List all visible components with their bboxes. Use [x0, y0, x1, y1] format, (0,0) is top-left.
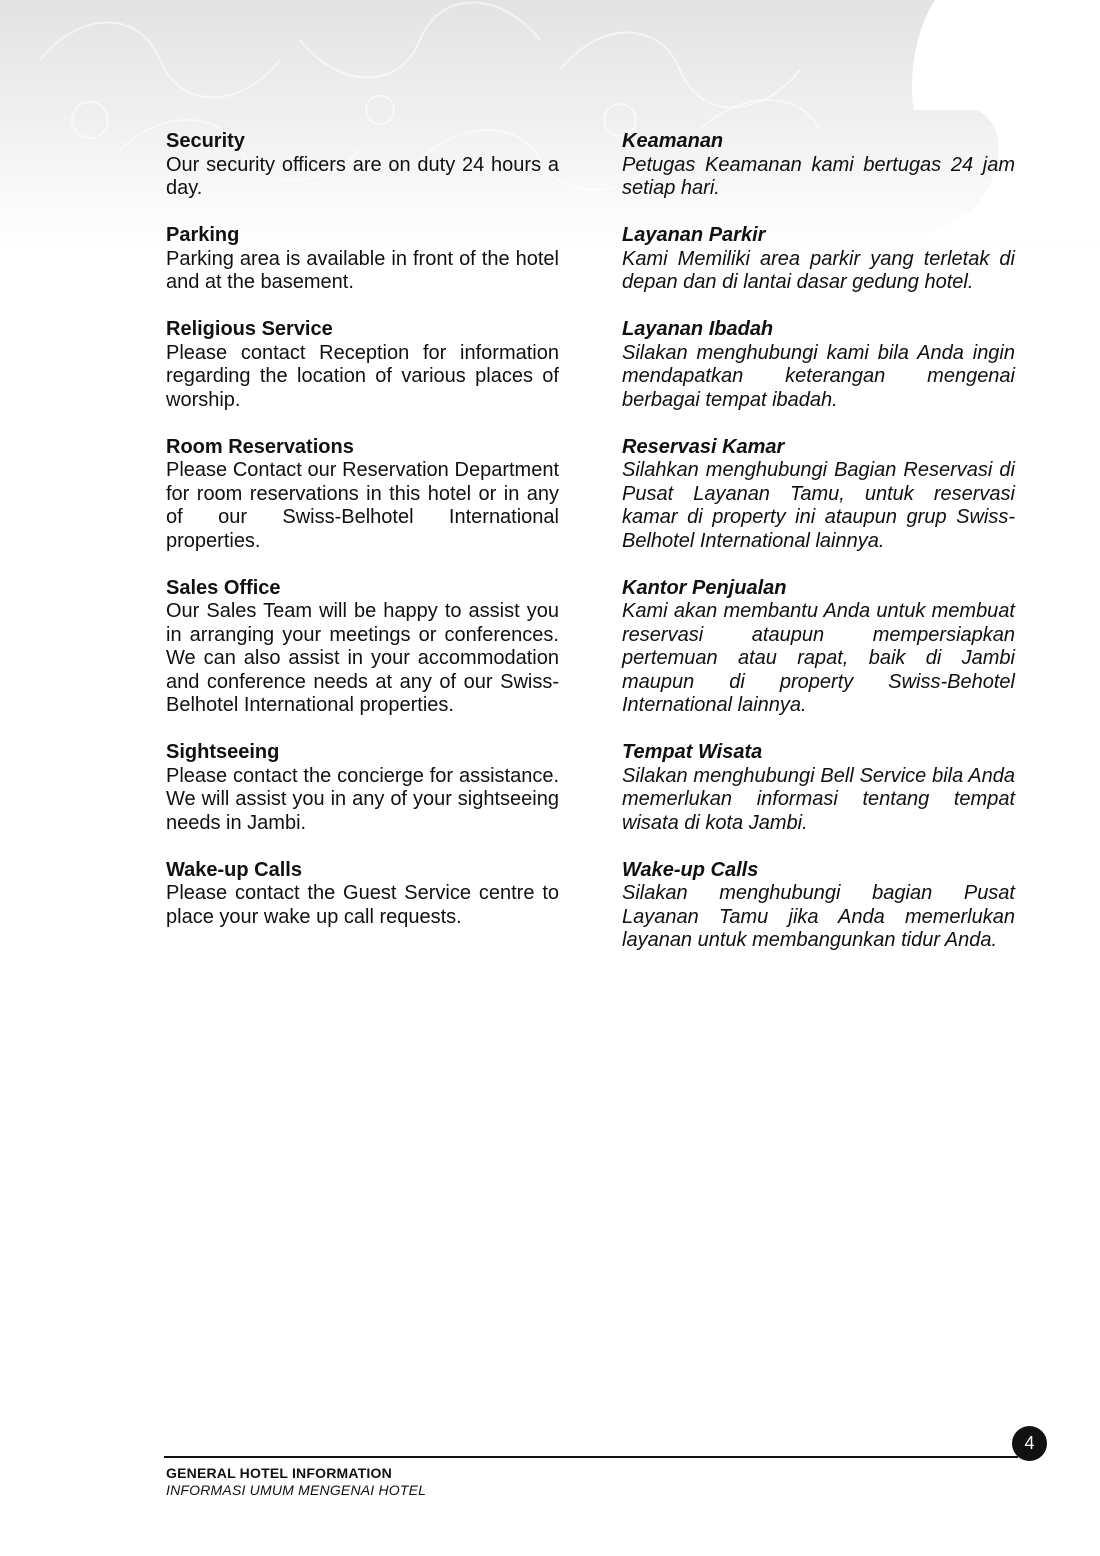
section-layanan-parkir — [622, 224, 1015, 295]
section-heading: Wake-up Calls — [166, 858, 302, 881]
section-tempat-wisata — [622, 741, 1015, 835]
section-body: Silakan menghubungi kami bila Anda ingin mendapatkan keterangan mengenai berbagai tempat ibadah. — [622, 341, 1015, 411]
page-number-badge: 4 — [1012, 1426, 1047, 1461]
section-body: Silakan menghubungi Bell Service bila Anda memerlukan informasi tentang tempat wisata di kota Jambi. — [622, 764, 1015, 834]
english-column — [166, 130, 559, 953]
section-heading: Layanan Ibadah — [622, 318, 774, 340]
section-heading: Parking — [166, 224, 240, 246]
section-body: Petugas Keamanan kami bertugas 24 jam setiap hari. — [622, 153, 1015, 199]
section-body: Kami akan membantu Anda untuk membuat reservasi ataupun mempersiapkan pertemuan atau rapat, baik di Jambi maupun di property Swiss-Behotel International lainnya. — [622, 600, 1015, 716]
section-heading: Security — [166, 130, 245, 152]
section-body: Silahkan menghubungi Bagian Reservasi di Pusat Layanan Tamu, untuk reservasi kamar di property ini ataupun grup Swiss-Belhotel International lainnya. — [622, 459, 1015, 552]
section-heading: Kantor Penjualan — [622, 576, 787, 599]
section-religious-service — [166, 318, 559, 412]
section-sales-office — [166, 577, 559, 718]
section-body: Our security officers are on duty 24 hours a day. — [166, 153, 559, 199]
section-kantor-penjualan — [622, 577, 1015, 718]
section-heading: Tempat Wisata — [622, 741, 763, 763]
section-reservasi-kamar — [622, 436, 1015, 554]
section-room-reservations — [166, 436, 559, 554]
section-heading: Religious Service — [166, 318, 333, 340]
section-heading: Reservasi Kamar — [622, 435, 785, 458]
section-body: Please contact the Guest Service centre to place your wake up call requests. — [166, 882, 559, 928]
section-body: Our Sales Team will be happy to assist you in arranging your meetings or conferences. We can also assist in your accommodation and conference needs at any of our Swiss-Belhotel International properties. — [166, 600, 559, 716]
section-parking — [166, 224, 559, 295]
section-sightseeing — [166, 741, 559, 835]
section-heading: Room Reservations — [166, 435, 354, 458]
section-keamanan — [622, 130, 1015, 201]
section-body: Parking area is available in front of the hotel and at the basement. — [166, 247, 559, 293]
footer-subtitle: INFORMASI UMUM MENGENAI HOTEL — [166, 1482, 427, 1498]
section-wake-up-calls — [166, 859, 559, 930]
section-heading: Keamanan — [622, 130, 724, 152]
section-body: Please Contact our Reservation Department for room reservations in this hotel or in any of our Swiss-Belhotel International properties. — [166, 459, 559, 552]
section-body: Kami Memiliki area parkir yang terletak di depan dan di lantai dasar gedung hotel. — [622, 247, 1015, 293]
section-heading: Sales Office — [166, 576, 281, 599]
footer-title: GENERAL HOTEL INFORMATION — [166, 1465, 392, 1481]
section-wake-up-calls-id — [622, 859, 1015, 953]
indonesian-column — [622, 130, 1015, 976]
footer-divider — [164, 1456, 1018, 1458]
section-heading: Sightseeing — [166, 741, 280, 763]
section-body: Please contact the concierge for assistance. We will assist you in any of your sightseeing needs in Jambi. — [166, 764, 559, 834]
section-body: Silakan menghubungi bagian Pusat Layanan Tamu jika Anda memerlukan layanan untuk membangunkan tidur Anda. — [622, 882, 1015, 951]
section-security — [166, 130, 559, 201]
section-body: Please contact Reception for information regarding the location of various places of worship. — [166, 341, 559, 411]
section-heading: Layanan Parkir — [622, 224, 766, 246]
section-heading: Wake-up Calls — [622, 858, 759, 881]
section-layanan-ibadah — [622, 318, 1015, 412]
